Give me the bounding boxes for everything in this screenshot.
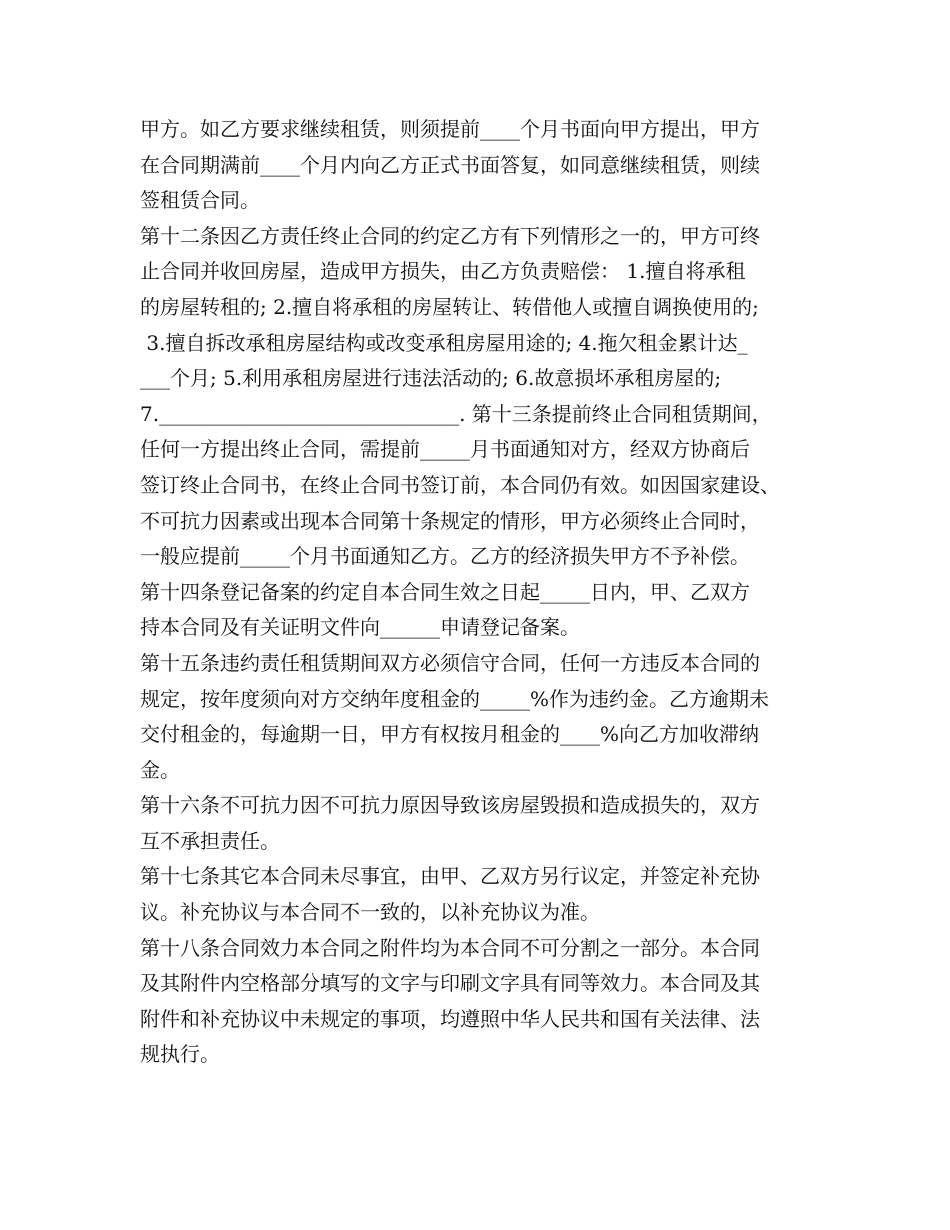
text-line: 不可抗力因素或出现本合同第十条规定的情形，甲方必须终止合同时， [140,508,760,533]
text-line: 签订终止合同书，在终止合同书签订前，本合同仍有效。如因国家建设、 [140,472,780,497]
text-line: 金。 [140,757,180,782]
text-line: 规执行。 [140,1042,220,1067]
text-line: ___个月; 5.利用承租房屋进行违法活动的; 6.故意损坏承租房屋的; [140,366,722,391]
text-line: 签租赁合同。 [140,188,260,213]
document-page [140,112,840,1073]
text-line: 7.______________________________. 第十三条提前终止合同租赁期间， [140,401,772,426]
text-line: 止合同并收回房屋，造成甲方损失，由乙方负责赔偿： 1.擅自将承租 [140,259,746,284]
text-line: 甲方。如乙方要求继续租赁，则须提前____个月书面向甲方提出，甲方 [140,117,760,141]
text-line: 及其附件内空格部分填写的文字与印刷文字具有同等效力。本合同及其 [140,971,760,996]
text-line: 任何一方提出终止合同，需提前_____月书面通知对方，经双方协商后 [140,437,750,462]
text-line: 第十五条违约责任租赁期间双方必须信守合同，任何一方违反本合同的 [140,650,760,675]
text-line: 第十二条因乙方责任终止合同的约定乙方有下列情形之一的，甲方可终 [140,223,760,248]
text-line: 规定，按年度须向对方交纳年度租金的_____%作为违约金。乙方逾期未 [140,686,770,711]
text-line: 的房屋转租的; 2.擅自将承租的房屋转让、转借他人或擅自调换使用的; [140,294,759,319]
text-line: 持本合同及有关证明文件向______申请登记备案。 [140,615,580,640]
text-line: 第十七条其它本合同未尽事宜，由甲、乙双方另行议定，并签定补充协 [140,864,760,889]
text-line: 附件和补充协议中未规定的事项，均遵照中华人民共和国有关法律、法 [140,1006,760,1031]
text-line: 互不承担责任。 [140,828,280,853]
text-line: 议。补充协议与本合同不一致的，以补充协议为准。 [140,900,600,925]
text-line: 第十六条不可抗力因不可抗力原因导致该房屋毁损和造成损失的，双方 [140,793,760,818]
text-line: 第十四条登记备案的约定自本合同生效之日起_____日内，甲、乙双方 [140,579,750,604]
text-line: 3.擅自拆改承租房屋结构或改变承租房屋用途的; 4.拖欠租金累计达_ [140,330,748,355]
text-line: 交付租金的，每逾期一日，甲方有权按月租金的____%向乙方加收滞纳 [140,722,760,747]
text-line: 在合同期满前____个月内向乙方正式书面答复，如同意继续租赁，则续 [140,152,760,177]
text-line: 第十八条合同效力本合同之附件均为本合同不可分割之一部分。本合同 [140,935,760,960]
text-line: 一般应提前_____个月书面通知乙方。乙方的经济损失甲方不予补偿。 [140,544,750,569]
